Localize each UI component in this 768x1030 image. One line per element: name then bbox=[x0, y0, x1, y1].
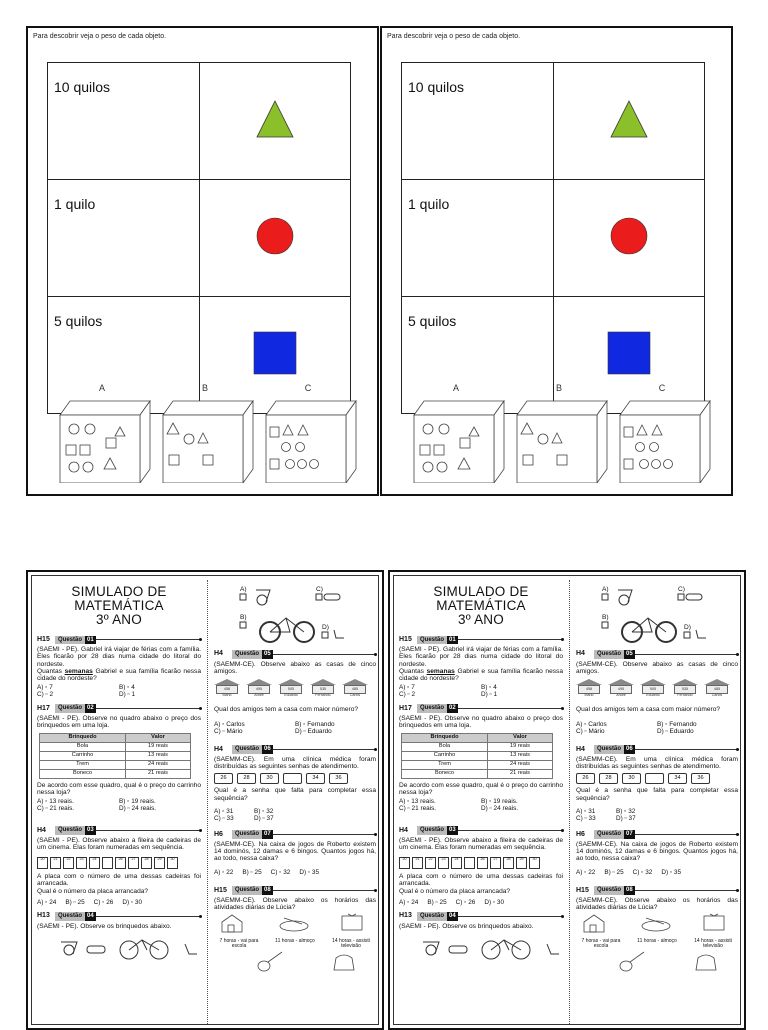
box-label: A bbox=[98, 383, 105, 393]
weight-label: 10 quilos bbox=[48, 63, 200, 180]
question-02-text: (SAEMI - PE). Observe no quadro abaixo o preço dos brinquedos em uma loja. bbox=[399, 715, 563, 730]
box-a-drawing bbox=[52, 383, 152, 483]
box-label: C bbox=[658, 383, 666, 393]
friend-houses: 458 Mário 495 André 505 Eduardo 535 Fernando 485 Carlos bbox=[576, 679, 738, 698]
question-01-header: H15 Questão 01 bbox=[37, 636, 201, 645]
weight-label: 10 quilos bbox=[402, 63, 554, 180]
box-b bbox=[155, 383, 255, 483]
activities-captions: 7 horas - vai para escola 11 horas - almoço 14 horas - assisti televisão bbox=[581, 937, 732, 950]
question-05-options[interactable]: A) ▫ Carlos B) ▫ Fernando C) ▫ Mário D) ▫ Eduardo bbox=[576, 721, 697, 736]
price-table: Brinquedo Valor Bola 19 reais Carrinho 13 reais Trem 24 reais Boneco 21 reais bbox=[39, 733, 191, 779]
question-03-text: (SAEMI - PE). Observe abaixo a fileira de cadeiras de um cinema. Elas foram numeradas em sequência. bbox=[399, 836, 563, 851]
question-02-text: (SAEMI - PE). Observe no quadro abaixo o preço dos brinquedos em uma loja. bbox=[37, 715, 201, 730]
question-05-options[interactable]: A) ▫ Carlos B) ▫ Fernando C) ▫ Mário D) ▫ Eduardo bbox=[214, 721, 335, 736]
activities-drawing-2 bbox=[214, 950, 376, 974]
question-05-text: (SAEMM-CE). Observe abaixo as casas de cinco amigos. bbox=[214, 660, 376, 675]
left-column bbox=[37, 580, 201, 962]
box-b bbox=[509, 383, 609, 483]
question-02-header: H17 Questão 02 bbox=[399, 704, 563, 713]
question-03-text: (SAEMI - PE). Observe abaixo a fileira de cadeiras de um cinema. Elas foram numeradas em sequência. bbox=[37, 836, 201, 851]
question-07-header: H6 Questão 07 bbox=[214, 830, 376, 839]
question-04-header: H13 Questão 04 bbox=[37, 912, 201, 921]
weights-sheet-left bbox=[26, 26, 379, 496]
question-06-prompt: Qual é a senha que falta para completar essa sequência? bbox=[576, 787, 738, 802]
question-07-options[interactable]: A) ▫ 22 B) ▫ 25 C) ▫ 32 D) ▫ 35 bbox=[214, 869, 319, 877]
triangle-shape bbox=[255, 99, 295, 139]
question-07-text: (SAEMM-CE). Na caixa de jogos de Roberto existem 14 dominós, 12 damas e 6 bingos. Quantos jogos há, ao todo, nessa caixa? bbox=[576, 840, 738, 863]
sheet-intro: Para descobrir veja o peso de cada objeto. bbox=[33, 33, 167, 40]
activities-captions: 7 horas - vai para escola 11 horas - almoço 14 horas - assisti televisão bbox=[219, 937, 370, 950]
box-c bbox=[258, 383, 358, 483]
question-06-header: H4 Questão 06 bbox=[214, 745, 376, 754]
cinema-chairs: 20 21 22 23 24 26 27 28 29 30 bbox=[399, 857, 563, 869]
question-05-header: H4 Questão 05 bbox=[214, 650, 376, 659]
activities-drawing-2 bbox=[576, 950, 738, 974]
friend-houses: 458 Mário 495 André 505 Eduardo 535 Fernando 485 Carlos bbox=[214, 679, 376, 698]
question-08-header: H15 Questão 08 bbox=[576, 886, 738, 895]
boxes-row bbox=[406, 383, 712, 483]
weight-label: 1 quilo bbox=[402, 180, 554, 297]
toys-preview bbox=[399, 930, 559, 960]
question-03-header: H4 Questão 03 bbox=[37, 826, 201, 835]
question-08-text: (SAEMM-CE). Observe abaixo os horários das atividades diárias de Lúcia? bbox=[576, 897, 738, 912]
box-c bbox=[612, 383, 712, 483]
weights-table bbox=[47, 62, 351, 414]
question-02-options[interactable]: A) ▫ 13 reais. B) ▫ 19 reais. C) ▫ 21 reais. D) ▫ 24 reais. bbox=[37, 798, 157, 813]
question-03-header: H4 Questão 03 bbox=[399, 826, 563, 835]
square-shape bbox=[253, 331, 297, 375]
question-02-header: H17 Questão 02 bbox=[37, 704, 201, 713]
activities-drawing bbox=[576, 912, 738, 934]
question-02-options[interactable]: A) ▫ 13 reais. B) ▫ 19 reais. C) ▫ 21 reais. D) ▫ 24 reais. bbox=[399, 798, 519, 813]
question-01-text: (SAEMI - PE). Gabriel irá viajar de férias com a família. Eles ficarão por 28 dias numa cidade do litoral do nordeste. Quantas semanas Gabriel e sua família ficarão nessa cidade do nordeste? bbox=[399, 646, 563, 683]
question-06-options[interactable]: A) ▫ 31 B) ▫ 32 C) ▫ 33 D) ▫ 37 bbox=[214, 807, 274, 823]
box-a-drawing bbox=[406, 383, 506, 483]
question-06-header: H4 Questão 06 bbox=[576, 745, 738, 754]
box-b-drawing bbox=[155, 383, 255, 483]
sheet-title: SIMULADO DE MATEMÁTICA 3º ANO bbox=[433, 584, 529, 628]
question-04-text: (SAEMI - PE). Observe os brinquedos abaixo. bbox=[399, 922, 534, 930]
question-05-text: (SAEMM-CE). Observe abaixo as casas de cinco amigos. bbox=[576, 660, 738, 675]
question-05-prompt: Qual dos amigos tem a casa com maior número? bbox=[214, 706, 359, 714]
question-06-text: (SAEMM-CE). Em uma clínica médica foram distribuídas as seguintes senhas de atendimento. bbox=[214, 755, 376, 771]
question-01-options[interactable]: A) ▫ 7 B) ▫ 4 C) ▫ 2 D) ▫ 1 bbox=[37, 684, 136, 699]
weight-label: 5 quilos bbox=[402, 297, 554, 414]
question-06-prompt: Qual é a senha que falta para completar essa sequência? bbox=[214, 787, 376, 802]
question-04-text: (SAEMI - PE). Observe os brinquedos abaixo. bbox=[37, 922, 172, 930]
question-08-text: (SAEMM-CE). Observe abaixo os horários das atividades diárias de Lúcia? bbox=[214, 897, 376, 912]
weights-table bbox=[401, 62, 705, 414]
boxes-row bbox=[52, 383, 358, 483]
circle-shape bbox=[255, 216, 295, 256]
box-label: C bbox=[304, 383, 312, 393]
toys-preview bbox=[37, 930, 197, 960]
ticket-sequence: 26 28 30 34 36 bbox=[214, 773, 376, 784]
weights-sheet-right bbox=[380, 26, 733, 496]
toys-drawing bbox=[214, 580, 376, 644]
square-shape bbox=[607, 331, 651, 375]
ticket-sequence: 26 28 30 34 36 bbox=[576, 773, 738, 784]
question-07-header: H6 Questão 07 bbox=[576, 830, 738, 839]
box-c-drawing bbox=[258, 383, 358, 483]
box-a bbox=[406, 383, 506, 483]
question-05-header: H4 Questão 05 bbox=[576, 650, 738, 659]
cinema-chairs: 20 21 22 23 24 26 27 28 29 30 bbox=[37, 857, 201, 869]
right-column bbox=[576, 580, 738, 976]
sheet-intro: Para descobrir veja o peso de cada objeto. bbox=[387, 33, 521, 40]
question-03-options[interactable]: A) ▫ 24 B) ▫ 25 C) ▫ 26 D) ▫ 30 bbox=[399, 898, 504, 906]
question-03-prompt: A placa com o número de uma dessas cadeiras foi arrancada. Qual é o número da placa arrancada? bbox=[399, 873, 563, 895]
activities-drawing bbox=[214, 912, 376, 934]
question-07-options[interactable]: A) ▫ 22 B) ▫ 25 C) ▫ 32 D) ▫ 35 bbox=[576, 869, 681, 877]
question-03-prompt: A placa com o número de uma dessas cadeiras foi arrancada. Qual é o número da placa arrancada? bbox=[37, 873, 201, 895]
question-07-text: (SAEMM-CE). Na caixa de jogos de Roberto existem 14 dominós, 12 damas e 6 bingos. Quantos jogos há, ao todo, nessa caixa? bbox=[214, 840, 376, 863]
question-06-options[interactable]: A) ▫ 31 B) ▫ 32 C) ▫ 33 D) ▫ 37 bbox=[576, 807, 636, 823]
box-c-drawing bbox=[612, 383, 712, 483]
box-b-drawing bbox=[509, 383, 609, 483]
triangle-shape bbox=[609, 99, 649, 139]
question-03-options[interactable]: A) ▫ 24 B) ▫ 25 C) ▫ 26 D) ▫ 30 bbox=[37, 898, 142, 906]
question-01-options[interactable]: A) ▫ 7 B) ▫ 4 C) ▫ 2 D) ▫ 1 bbox=[399, 684, 498, 699]
simulado-sheet-left bbox=[26, 570, 384, 1030]
question-05-prompt: Qual dos amigos tem a casa com maior número? bbox=[576, 706, 721, 714]
question-01-text: (SAEMI - PE). Gabriel irá viajar de férias com a família. Eles ficarão por 28 dias numa cidade do litoral do nordeste. Quantas semanas Gabriel e sua família ficarão nessa cidade do nordeste? bbox=[37, 646, 201, 683]
question-08-header: H15 Questão 08 bbox=[214, 886, 376, 895]
question-02-prompt: De acordo com esse quadro, qual é o preço do carrinho nessa loja? bbox=[399, 781, 563, 796]
sheet-title: SIMULADO DE MATEMÁTICA 3º ANO bbox=[71, 584, 167, 628]
weight-label: 1 quilo bbox=[48, 180, 200, 297]
box-label: B bbox=[555, 383, 562, 393]
price-table: Brinquedo Valor Bola 19 reais Carrinho 13 reais Trem 24 reais Boneco 21 reais bbox=[401, 733, 553, 779]
toy-options: A) C) B) D) bbox=[214, 580, 376, 644]
box-label: A bbox=[452, 383, 459, 393]
toys-drawing bbox=[576, 580, 738, 644]
box-a bbox=[52, 383, 152, 483]
question-01-header: H15 Questão 01 bbox=[399, 636, 563, 645]
question-02-prompt: De acordo com esse quadro, qual é o preço do carrinho nessa loja? bbox=[37, 781, 201, 796]
weight-label: 5 quilos bbox=[48, 297, 200, 414]
question-04-header: H13 Questão 04 bbox=[399, 912, 563, 921]
question-06-text: (SAEMM-CE). Em uma clínica médica foram distribuídas as seguintes senhas de atendimento. bbox=[576, 755, 738, 771]
circle-shape bbox=[609, 216, 649, 256]
simulado-sheet-right bbox=[388, 570, 746, 1030]
box-label: B bbox=[201, 383, 208, 393]
toy-options: A) C) B) D) bbox=[576, 580, 738, 644]
right-column bbox=[214, 580, 376, 976]
left-column bbox=[399, 580, 563, 962]
